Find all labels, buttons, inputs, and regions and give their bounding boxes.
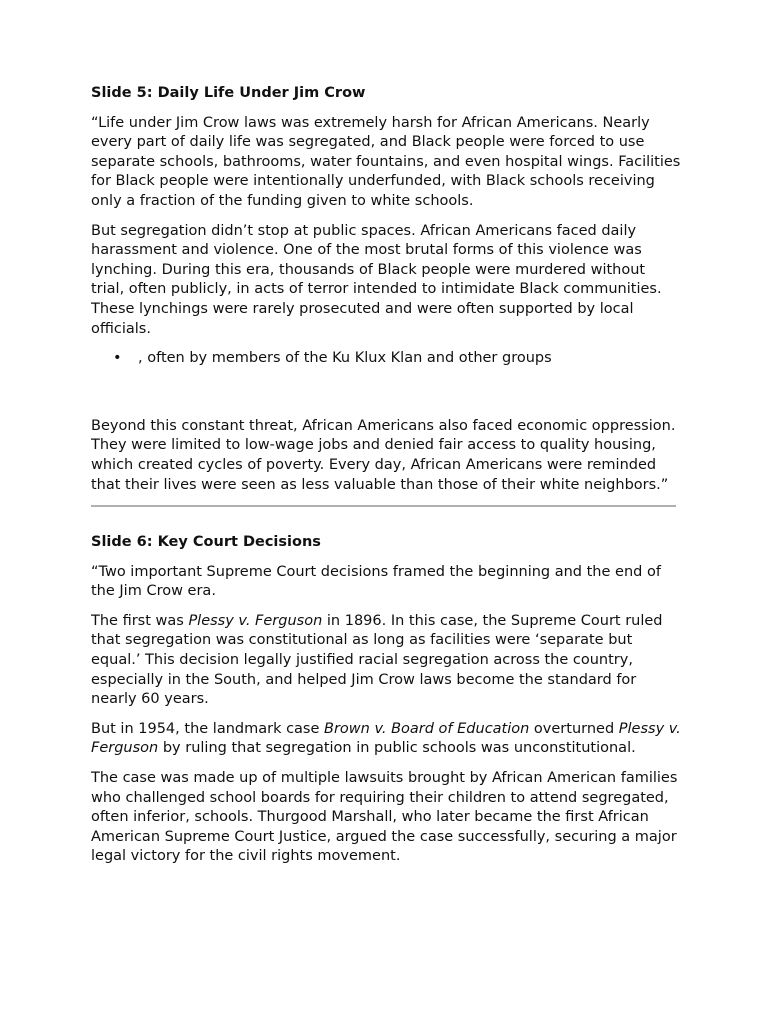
slide-6-section — [91, 533, 681, 867]
case-name-brown: Brown v. Board of Education — [324, 720, 530, 737]
document-page — [91, 84, 681, 877]
slide-5-bullet-list — [91, 349, 681, 369]
bullet-icon: • — [113, 350, 122, 367]
slide-6-paragraph-3 — [91, 720, 681, 759]
slide-6-paragraph-1: “Two important Supreme Court decisions framed the beginning and the end of the Jim Crow era. — [91, 563, 661, 600]
empty-line-spacer — [91, 379, 681, 417]
paragraph-text: The first was — [91, 612, 189, 629]
case-name-plessy: Plessy v. Ferguson — [91, 720, 681, 757]
slide-5-paragraph-2: But segregation didn’t stop at public spaces. African Americans faced daily harassment and violence. One of the most brutal forms of this violence was lynching. During this era, thousands of Black people were murdered without trial, often publicly, in acts of terror intended to intimidate Black communities. These lynchings were rarely prosecuted and were often supported by local officials. — [91, 222, 662, 337]
slide-5-paragraph-1: “Life under Jim Crow laws was extremely harsh for African Americans. Nearly every part of daily life was segregated, and Black people were forced to use separate schools, bathrooms, water fountains, and even hospital wings. Facilities for Black people were intentionally underfunded, with Black schools receiving only a fraction of the funding given to white schools. — [91, 114, 681, 209]
slide-6-paragraph-2 — [91, 612, 681, 710]
slide-5-heading: Slide 5: Daily Life Under Jim Crow — [91, 85, 366, 101]
section-divider — [91, 505, 676, 507]
case-name-plessy: Plessy v. Ferguson — [188, 612, 323, 629]
slide-5-bullet-item — [91, 349, 681, 369]
paragraph-text: in 1896. In this case, the Supreme Court ruled that segregation was constitutional as long as facilities were ‘separate but equal.’ This decision legally justified racial segregation across the country, especially in the South, and helped Jim Crow laws become the standard for nearly 60 years. — [91, 612, 663, 708]
slide-6-paragraph-4: The case was made up of multiple lawsuits brought by African American families who challenged school boards for requiring their children to attend segregated, often inferior, schools. Thurgood Marshall, who later became the first African American Supreme Court Justice, argued the case successfully, securing a major legal victory for the civil rights movement. — [91, 770, 678, 865]
slide-5-section — [91, 84, 681, 495]
slide-5-paragraph-3: Beyond this constant threat, African Americans also faced economic oppression. They were limited to low-wage jobs and denied fair access to quality housing, which created cycles of poverty. Every day, African Americans were reminded that their lives were seen as less valuable than those of their white neighbors.” — [91, 417, 676, 493]
paragraph-text: overturned — [529, 720, 619, 737]
slide-5-bullet-text: , often by members of the Ku Klux Klan and other groups — [138, 350, 552, 367]
slide-6-heading: Slide 6: Key Court Decisions — [91, 534, 321, 551]
paragraph-text: But in 1954, the landmark case — [91, 720, 325, 737]
paragraph-text: by ruling that segregation in public schools was unconstitutional. — [158, 740, 636, 757]
